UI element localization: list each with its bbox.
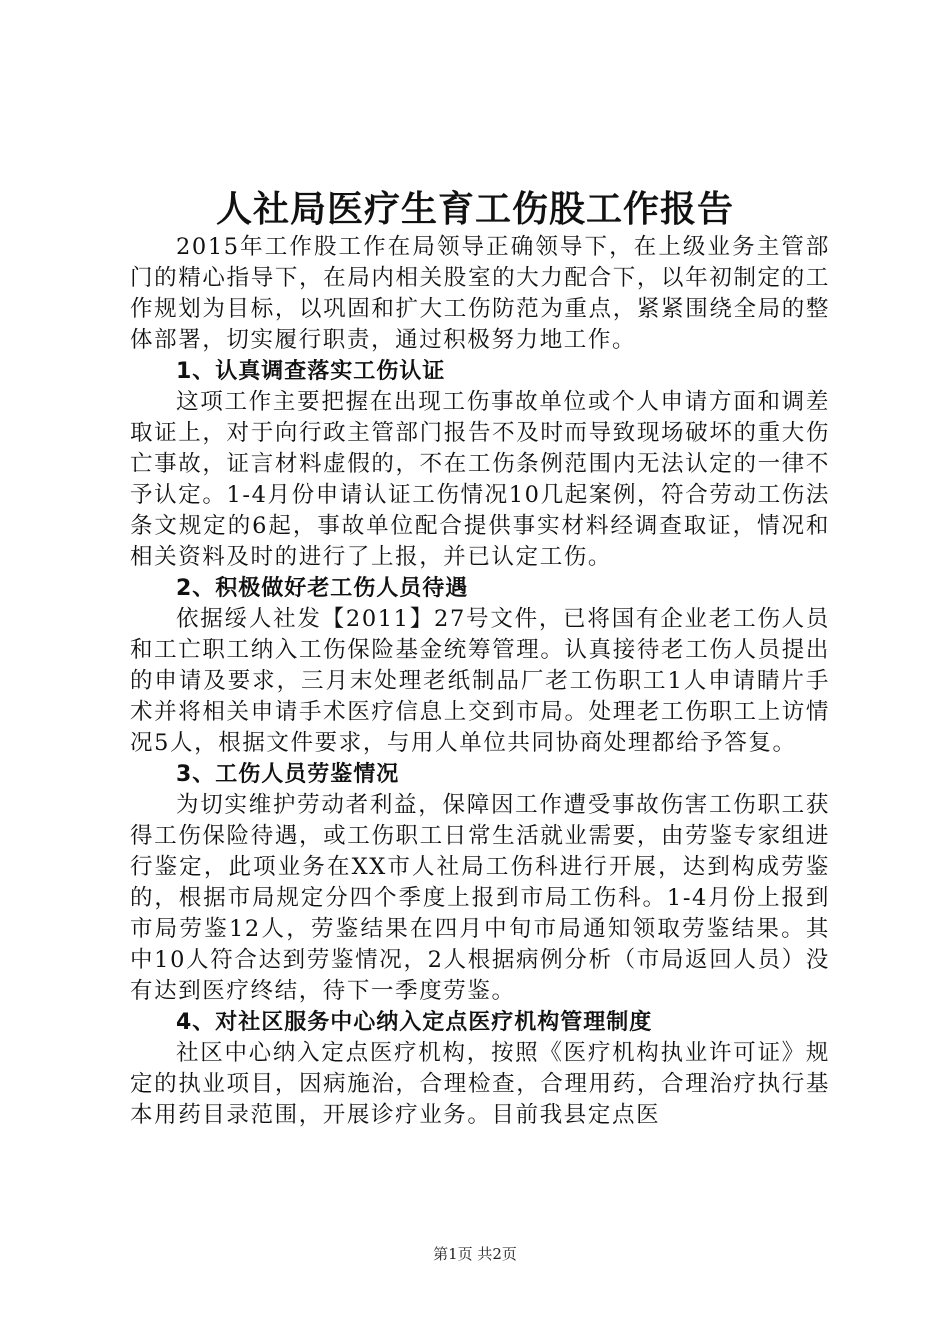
- section-heading: 2、积极做好老工伤人员待遇: [176, 576, 469, 601]
- section-heading: 4、对社区服务中心纳入定点医疗机构管理制度: [176, 1010, 653, 1035]
- body-paragraph: 这项工作主要把握在出现工伤事故单位或个人申请方面和调差取证上，对于向行政主管部门报告不及时而导致现场破坏的重大伤亡事故，证言材料虚假的，不在工伤条例范围内无法认定的一律不予认定。1-4月份申请认证工伤情况10几起案例，符合劳动工伤法条文规定的6起，事故单位配合提供事实材料经调查取证，情况和相关资料及时的进行了上报，并已认定工伤。: [130, 389, 830, 570]
- section-heading: 1、认真调查落实工伤认证: [176, 359, 446, 384]
- document-body: [130, 232, 830, 1131]
- body-paragraph: 为切实维护劳动者利益，保障因工作遭受事故伤害工伤职工获得工伤保险待遇，或工伤职工日常生活就业需要，由劳鉴专家组进行鉴定，此项业务在XX市人社局工伤科进行开展，达到构成劳鉴的，根据市局规定分四个季度上报到市局工伤科。1-4月份上报到市局劳鉴12人，劳鉴结果在四月中旬市局通知领取劳鉴结果。其中10人符合达到劳鉴情况，2人根据病例分析（市局返回人员）没有达到医疗终结，待下一季度劳鉴。: [130, 792, 830, 1004]
- body-paragraph: 社区中心纳入定点医疗机构，按照《医疗机构执业许可证》规定的执业项目，因病施治，合理检查，合理用药，合理治疗执行基本用药目录范围，开展诊疗业务。目前我县定点医: [130, 1040, 830, 1128]
- document-title: 人社局医疗生育工伤股工作报告: [215, 188, 734, 230]
- body-paragraph: 依据绥人社发【2011】27号文件，已将国有企业老工伤人员和工亡职工纳入工伤保险基金统筹管理。认真接待老工伤人员提出的申请及要求，三月末处理老纸制品厂老工伤职工1人申请睛片手术并将相关申请手术医疗信息上交到市局。处理老工伤职工上访情况5人，根据文件要求，与用人单位共同协商处理都给予答复。: [130, 606, 830, 756]
- page-footer: 第1页 共2页: [433, 1245, 517, 1263]
- body-paragraph: 2015年工作股工作在局领导正确领导下，在上级业务主管部门的精心指导下，在局内相关股室的大力配合下，以年初制定的工作规划为目标，以巩固和扩大工伤防范为重点，紧紧围绕全局的整体部署，切实履行职责，通过积极努力地工作。: [130, 234, 830, 353]
- section-heading: 3、工伤人员劳鉴情况: [176, 762, 400, 787]
